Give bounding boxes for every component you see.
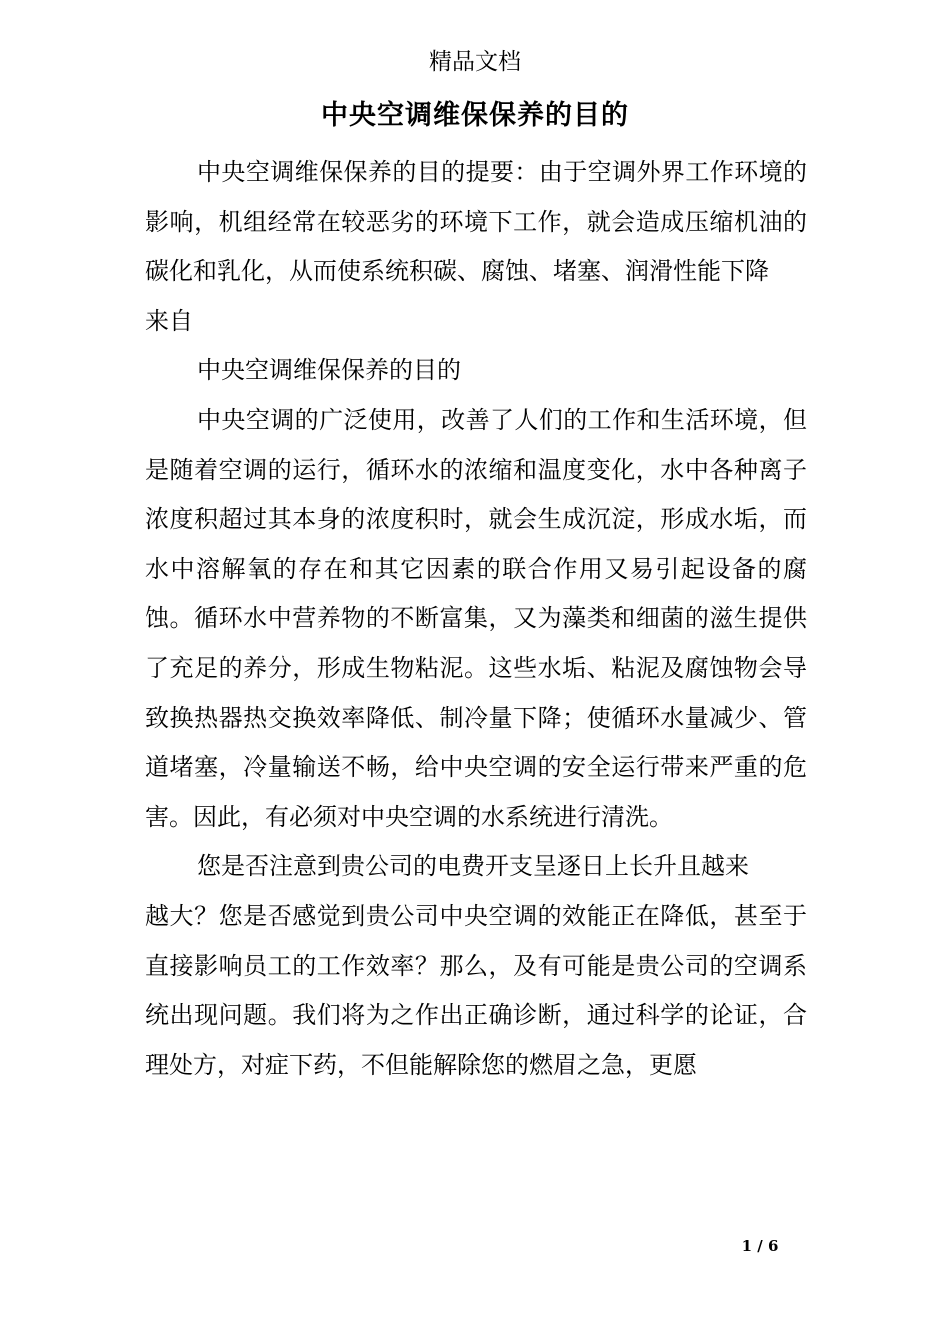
source-label: 来自 <box>145 306 193 335</box>
body-paragraph-2-first-line: 您是否注意到贵公司的电费开支呈逐日上长升且越来 <box>197 852 749 881</box>
body-paragraph-2-continued: 越大？您是否感觉到贵公司中央空调的效能正在降低，甚至于直接影响员工的工作效率？那么，及有可能是贵公司的空调系统出现问题。我们将为之作出正确诊断，通过科学的论证，合理处方，对症下药，不但能解除您的燃眉之急，更愿 <box>145 901 807 1079</box>
body-paragraph-1: 中央空调的广泛使用，改善了人们的工作和生活环境，但是随着空调的运行，循环水的浓缩和温度变化，水中各种离子浓度积超过其本身的浓度积时，就会生成沉淀，形成水垢，而水中溶解氧的存在和其它因素的联合作用又易引起设备的腐蚀。循环水中营养物的不断富集，又为藻类和细菌的滋生提供了充足的养分，形成生物粘泥。这些水垢、粘泥及腐蚀物会导致换热器热交换效率降低、制冷量下降；使循环水量减少、管道堵塞，冷量输送不畅，给中央空调的安全运行带来严重的危害。因此，有必须对中央空调的水系统进行清洗。 <box>145 405 807 831</box>
summary-paragraph: 中央空调维保保养的目的提要：由于空调外界工作环境的影响，机组经常在较恶劣的环境下工作，就会造成压缩机油的碳化和乳化，从而使系统积碳、腐蚀、堵塞、润滑性能下降 <box>145 158 807 286</box>
section-subtitle: 中央空调维保保养的目的 <box>197 356 461 385</box>
document-title: 中央空调维保保养的目的 <box>321 100 629 131</box>
page-header: 精品文档 <box>429 49 521 75</box>
page-number: 1 / 6 <box>741 1237 779 1255</box>
document-body <box>145 148 807 1090</box>
